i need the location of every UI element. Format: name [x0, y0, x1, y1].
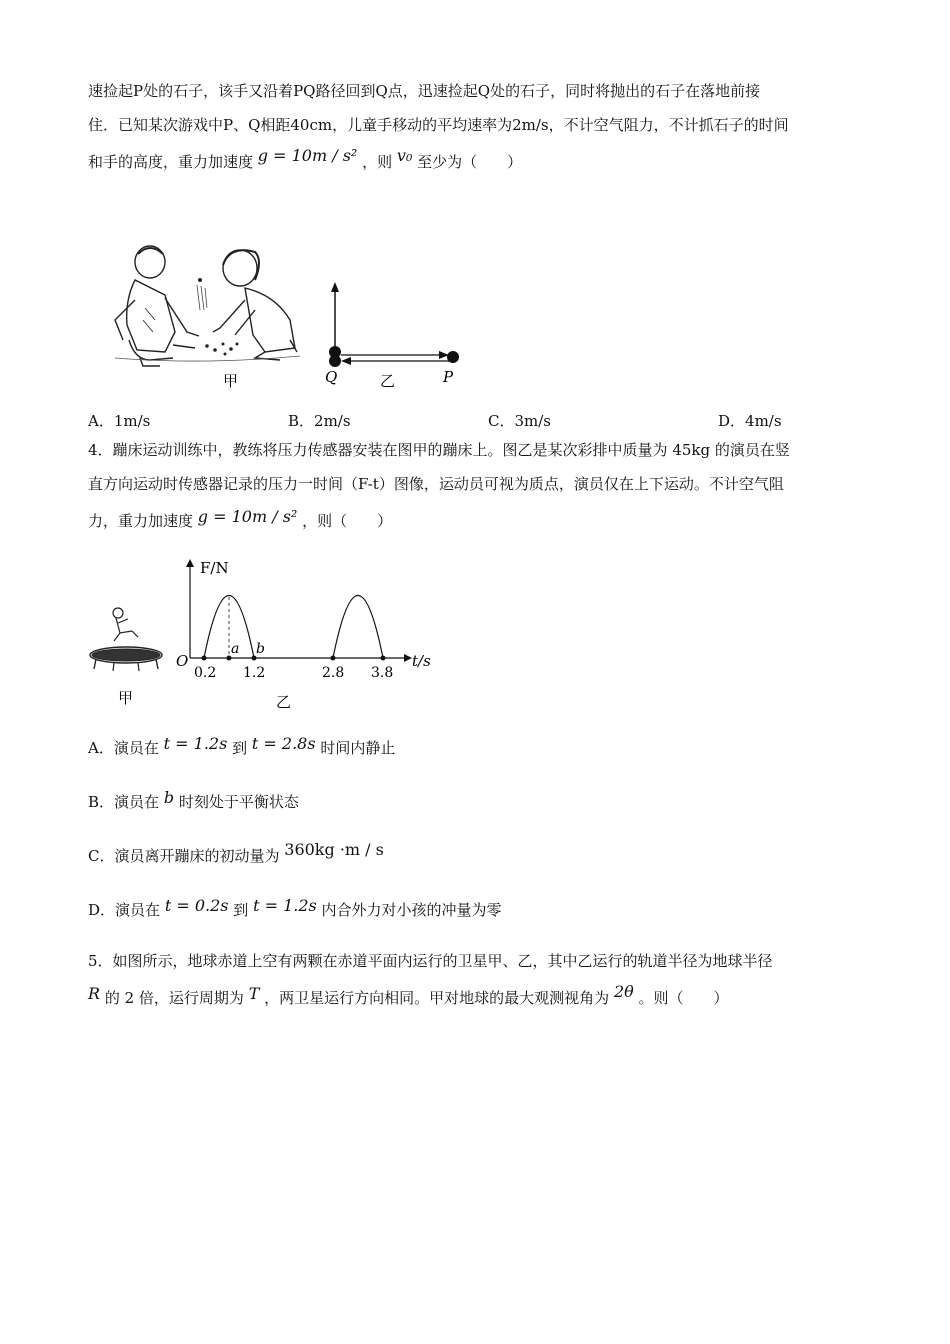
tick-label-0-2: 0.2 — [194, 665, 217, 681]
q3-fig-jia-label: 甲 — [223, 372, 239, 390]
q3-gravity-expression: g = 10m / s² — [257, 146, 358, 165]
q5-line-2-b: ，两卫星运行方向相同。甲对地球的最大观测视角为 — [264, 989, 610, 1007]
q5-period-symbol: T — [248, 984, 260, 1003]
tick-dot-3-8 — [381, 656, 386, 661]
tick-dot-2-8 — [331, 656, 336, 661]
q4-option-a-t1: t = 1.2s — [163, 734, 228, 753]
q4-fig-yi-label: 乙 — [276, 693, 292, 711]
q3-option-a: A．1m/s — [88, 412, 151, 430]
ft-graph — [176, 559, 431, 711]
point-b-label: b — [256, 641, 265, 657]
q4-line-1: 4．蹦床运动训练中，教练将压力传感器安装在图甲的蹦床上。图乙是某次彩排中质量为 45kg 的演员在竖 — [88, 441, 790, 459]
tick-dot-0-2 — [202, 656, 207, 661]
q3-line-3-prefix: 和手的高度，重力加速度 — [88, 153, 254, 171]
q4-line-3-suffix: ，则（ ） — [302, 512, 393, 530]
thrown-stone-lines — [197, 285, 207, 310]
jumper — [113, 608, 138, 641]
q4-option-a-mid: 到 — [232, 739, 248, 757]
q5-line-2-c: 。则（ ） — [638, 989, 729, 1007]
q4-option-b — [88, 788, 299, 812]
x-axis-arrow — [404, 654, 412, 662]
point-a-label: a — [231, 641, 240, 657]
arrow-left-head — [341, 357, 351, 365]
stone-p — [447, 351, 459, 363]
q4-option-d-suffix: 内合外力对小孩的冲量为零 — [321, 901, 502, 919]
trampoline-illustration — [90, 608, 162, 707]
q4-option-a — [88, 734, 396, 758]
q3-options — [88, 410, 848, 430]
q4-line-3 — [88, 507, 393, 531]
q3-fig-yi-label: 乙 — [380, 372, 396, 390]
q4-option-b-prefix: B．演员在 — [88, 793, 160, 811]
contact-curve-2 — [333, 596, 383, 659]
q4-gravity-expression: g = 10m / s² — [197, 507, 298, 526]
q3-option-d: D．4m/s — [718, 412, 782, 430]
stone-q-bottom — [329, 355, 341, 367]
q4-figure-svg — [88, 553, 448, 713]
q3-line-3 — [88, 146, 523, 172]
vertical-arrow-head — [331, 282, 339, 292]
q4-line-3-prefix: 力，重力加速度 — [88, 512, 194, 530]
q4-option-d-mid: 到 — [233, 901, 249, 919]
q4-figure — [88, 553, 448, 713]
q4-option-d-t1: t = 0.2s — [164, 896, 229, 915]
q4-line-2: 直方向运动时传感器记录的压力一时间（F-t）图像，运动员可视为质点，演员仅在上下运动。不计空气阻 — [88, 475, 784, 493]
q4-option-a-t2: t = 2.8s — [251, 734, 316, 753]
q3-option-b: B．2m/s — [288, 412, 351, 430]
q4-option-d — [88, 896, 502, 920]
tick-label-1-2: 1.2 — [243, 665, 266, 681]
q3-option-c: C．3m/s — [488, 412, 551, 430]
q3-figure — [105, 240, 475, 400]
q3-line-3-mid: ，则 — [362, 153, 393, 171]
q3-line-2: 住．已知某次游戏中P、Q相距40cm，儿童手移动的平均速率为2m/s，不计空气阻力，不计抓石子的时间 — [88, 116, 789, 134]
y-axis-label: F/N — [200, 559, 229, 577]
q5-line-2 — [88, 982, 729, 1008]
q4-option-b-suffix: 时刻处于平衡状态 — [178, 793, 299, 811]
q3-figure-svg — [105, 240, 475, 400]
q4-option-b-symbol: b — [163, 788, 175, 807]
ground-stones — [205, 343, 238, 356]
boy-illustration — [115, 246, 199, 366]
label-p: P — [443, 368, 454, 386]
x-axis-label: t/s — [412, 652, 431, 670]
q4-option-c-prefix: C．演员离开蹦床的初动量为 — [88, 847, 280, 865]
q5-angle-symbol: 2θ — [613, 982, 634, 1001]
thrown-stone — [198, 278, 202, 282]
q3-v0-symbol: v₀ — [396, 146, 413, 165]
origin-label: O — [176, 652, 189, 670]
q4-option-d-prefix: D．演员在 — [88, 901, 161, 919]
q4-option-c — [88, 840, 384, 866]
q3-diagram — [325, 282, 459, 390]
q4-option-d-t2: t = 1.2s — [253, 896, 317, 915]
q4-option-a-suffix: 时间内静止 — [320, 739, 396, 757]
girl-illustration — [213, 250, 297, 360]
tick-label-3-8: 3.8 — [371, 665, 394, 681]
q4-option-a-prefix: A．演员在 — [88, 739, 159, 757]
q5-radius-symbol: R — [88, 984, 101, 1003]
q4-option-c-value: 360kg ·m / s — [284, 840, 384, 859]
q5-line-2-a: 的 2 倍，运行周期为 — [104, 989, 244, 1007]
q3-line-1: 速捡起P处的石子，该手又沿着PQ路径回到Q点，迅速捡起Q处的石子，同时将抛出的石子在落地前接 — [88, 82, 761, 100]
label-q: Q — [325, 368, 338, 386]
q4-fig-jia-label: 甲 — [118, 689, 134, 707]
y-axis-arrow — [186, 559, 194, 567]
q5-line-1: 5．如图所示，地球赤道上空有两颗在赤道平面内运行的卫星甲、乙，其中乙运行的轨道半径为地球半径 — [88, 952, 773, 970]
tick-label-2-8: 2.8 — [322, 665, 345, 681]
trampoline-bed — [92, 649, 160, 661]
q3-line-3-suffix: 至少为（ ） — [417, 153, 523, 171]
